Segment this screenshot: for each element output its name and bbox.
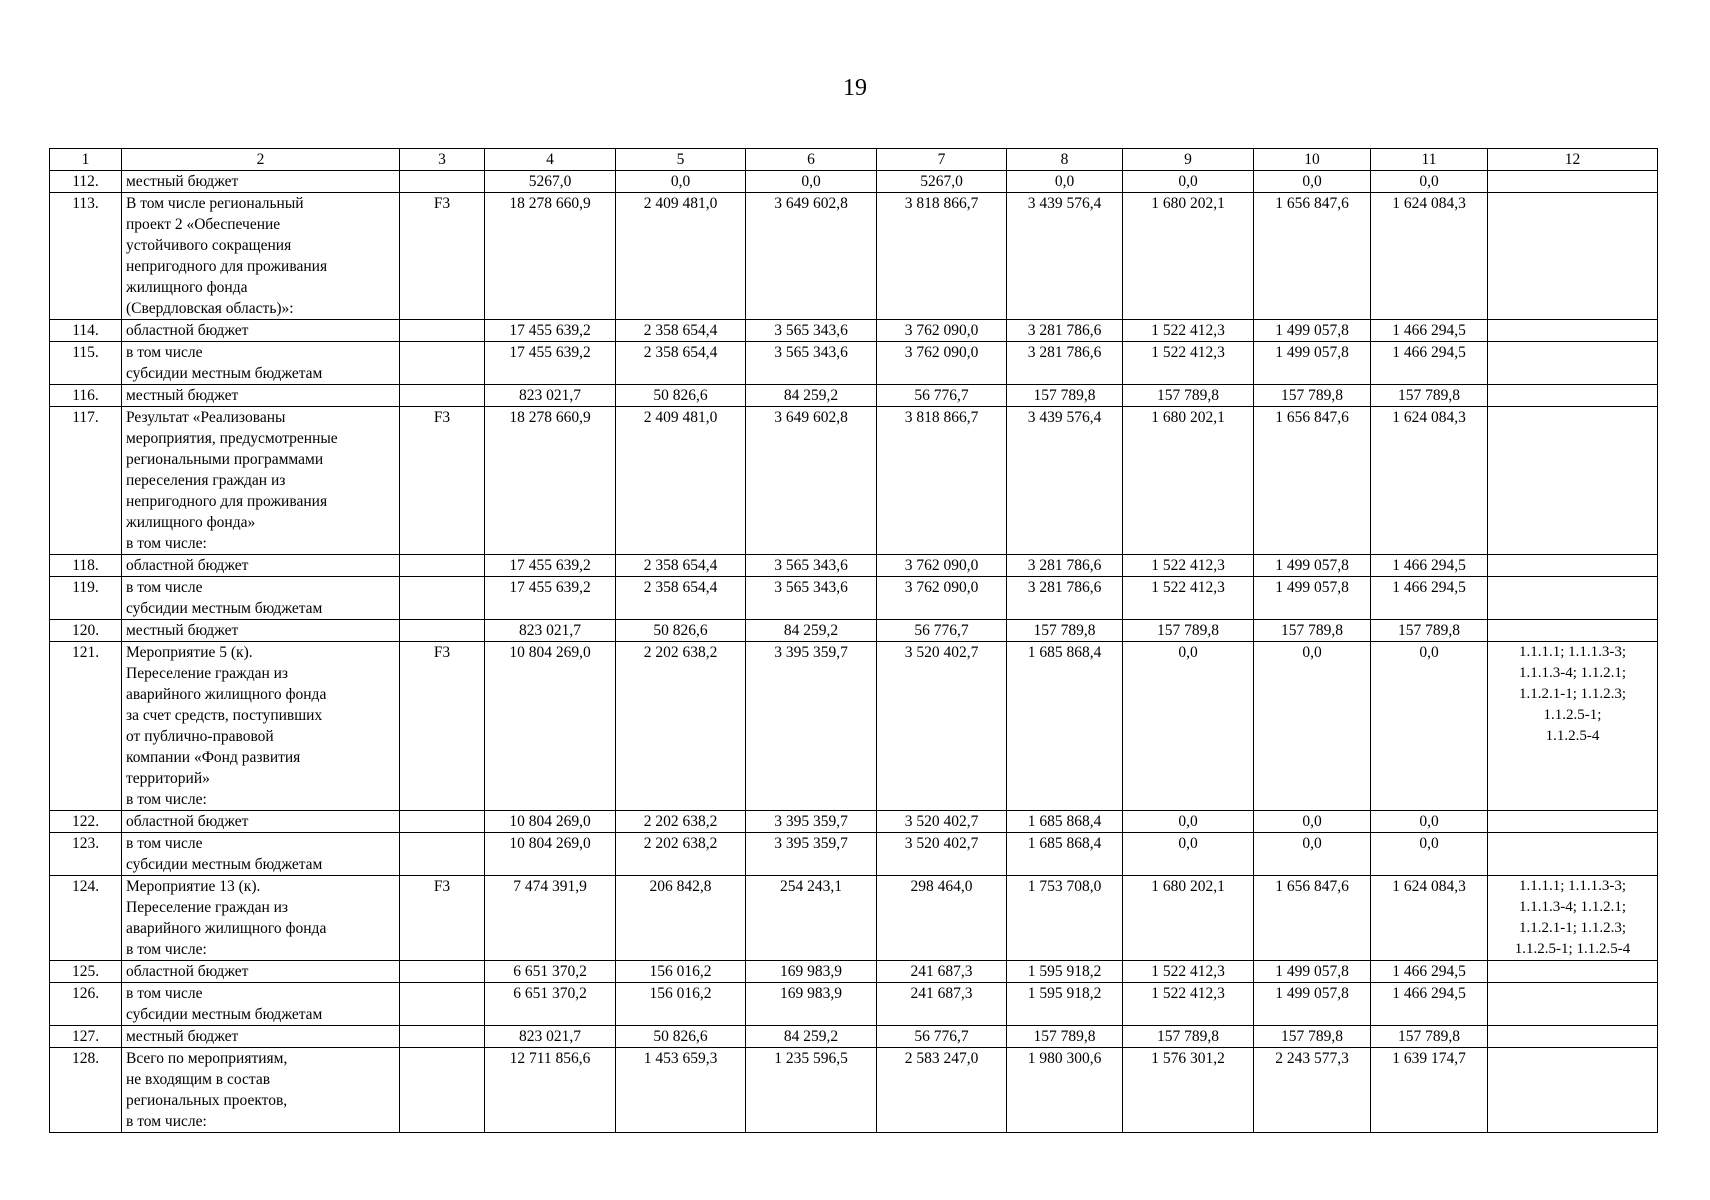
- row-value: 7 474 391,9: [485, 876, 616, 961]
- row-value: 1 466 294,5: [1371, 342, 1488, 385]
- row-value: 3 520 402,7: [877, 642, 1007, 811]
- row-value: 298 464,0: [877, 876, 1007, 961]
- column-header: 12: [1488, 149, 1658, 171]
- row-value: 823 021,7: [485, 1026, 616, 1048]
- row-value: 0,0: [1254, 171, 1371, 193]
- row-value: 1 595 918,2: [1007, 961, 1123, 983]
- row-value: 1 595 918,2: [1007, 983, 1123, 1026]
- table-header: [50, 149, 1658, 171]
- row-value: 3 281 786,6: [1007, 577, 1123, 620]
- row-value: 50 826,6: [616, 620, 746, 642]
- row-value: 157 789,8: [1123, 1026, 1254, 1048]
- row-reference: 1.1.1.1; 1.1.1.3-3; 1.1.1.3-4; 1.1.2.1; 1.1.2.1-1; 1.1.2.3; 1.1.2.5-1; 1.1.2.5-4: [1488, 876, 1658, 961]
- row-value: 1 680 202,1: [1123, 876, 1254, 961]
- row-value: 0,0: [746, 171, 877, 193]
- row-code: [400, 961, 485, 983]
- row-number: 124.: [50, 876, 122, 961]
- row-value: 1 522 412,3: [1123, 320, 1254, 342]
- row-value: 1 753 708,0: [1007, 876, 1123, 961]
- table-row: [50, 833, 1658, 876]
- row-value: 1 466 294,5: [1371, 577, 1488, 620]
- row-number: 117.: [50, 407, 122, 555]
- row-value: 1 522 412,3: [1123, 577, 1254, 620]
- row-number: 115.: [50, 342, 122, 385]
- row-value: 1 685 868,4: [1007, 833, 1123, 876]
- row-value: 1 656 847,6: [1254, 876, 1371, 961]
- table-row: [50, 642, 1658, 811]
- row-value: 0,0: [1123, 811, 1254, 833]
- row-code: F3: [400, 876, 485, 961]
- row-code: [400, 1048, 485, 1133]
- row-value: 241 687,3: [877, 983, 1007, 1026]
- row-value: 157 789,8: [1007, 1026, 1123, 1048]
- page-number: 19: [843, 75, 867, 101]
- row-code: [400, 555, 485, 577]
- row-value: 2 409 481,0: [616, 407, 746, 555]
- row-value: 18 278 660,9: [485, 407, 616, 555]
- row-value: 12 711 856,6: [485, 1048, 616, 1133]
- column-header: 5: [616, 149, 746, 171]
- row-value: 0,0: [1254, 642, 1371, 811]
- row-value: 1 656 847,6: [1254, 193, 1371, 320]
- row-reference: [1488, 833, 1658, 876]
- row-number: 118.: [50, 555, 122, 577]
- row-value: 1 624 084,3: [1371, 193, 1488, 320]
- row-value: 10 804 269,0: [485, 811, 616, 833]
- row-number: 125.: [50, 961, 122, 983]
- row-value: 3 395 359,7: [746, 833, 877, 876]
- table-row: [50, 342, 1658, 385]
- row-value: 1 235 596,5: [746, 1048, 877, 1133]
- row-value: 1 685 868,4: [1007, 811, 1123, 833]
- row-value: 1 639 174,7: [1371, 1048, 1488, 1133]
- row-value: 2 202 638,2: [616, 642, 746, 811]
- row-value: 1 499 057,8: [1254, 577, 1371, 620]
- row-value: 0,0: [1123, 171, 1254, 193]
- column-header: 8: [1007, 149, 1123, 171]
- row-value: 10 804 269,0: [485, 833, 616, 876]
- row-number: 112.: [50, 171, 122, 193]
- row-code: F3: [400, 407, 485, 555]
- row-value: 157 789,8: [1007, 620, 1123, 642]
- row-value: 169 983,9: [746, 983, 877, 1026]
- row-name: областной бюджет: [122, 320, 400, 342]
- row-value: 3 762 090,0: [877, 577, 1007, 620]
- column-header: 4: [485, 149, 616, 171]
- row-value: 1 980 300,6: [1007, 1048, 1123, 1133]
- table-row: [50, 811, 1658, 833]
- row-value: 2 358 654,4: [616, 320, 746, 342]
- row-number: 123.: [50, 833, 122, 876]
- row-reference: [1488, 193, 1658, 320]
- row-number: 120.: [50, 620, 122, 642]
- row-value: 254 243,1: [746, 876, 877, 961]
- table-row: [50, 385, 1658, 407]
- table-row: [50, 320, 1658, 342]
- row-value: 17 455 639,2: [485, 577, 616, 620]
- row-name: в том числе субсидии местным бюджетам: [122, 833, 400, 876]
- column-header: 1: [50, 149, 122, 171]
- row-value: 206 842,8: [616, 876, 746, 961]
- table-row: [50, 983, 1658, 1026]
- row-value: 3 649 602,8: [746, 193, 877, 320]
- row-name: областной бюджет: [122, 555, 400, 577]
- row-value: 157 789,8: [1123, 385, 1254, 407]
- row-value: 3 565 343,6: [746, 320, 877, 342]
- row-value: 1 522 412,3: [1123, 555, 1254, 577]
- row-value: 0,0: [616, 171, 746, 193]
- row-value: 3 762 090,0: [877, 342, 1007, 385]
- row-value: 823 021,7: [485, 385, 616, 407]
- row-value: 3 762 090,0: [877, 555, 1007, 577]
- row-value: 157 789,8: [1007, 385, 1123, 407]
- row-code: [400, 811, 485, 833]
- row-value: 56 776,7: [877, 385, 1007, 407]
- row-code: [400, 320, 485, 342]
- row-value: 2 202 638,2: [616, 833, 746, 876]
- row-number: 113.: [50, 193, 122, 320]
- row-name: местный бюджет: [122, 171, 400, 193]
- row-value: 6 651 370,2: [485, 961, 616, 983]
- row-value: 1 453 659,3: [616, 1048, 746, 1133]
- table-row: [50, 620, 1658, 642]
- row-value: 1 656 847,6: [1254, 407, 1371, 555]
- row-name: В том числе региональный проект 2 «Обеспечение устойчивого сокращения непригодного для проживания жилищного фонда (Свердловская область)»:: [122, 193, 400, 320]
- row-code: F3: [400, 193, 485, 320]
- table-row: [50, 1026, 1658, 1048]
- row-name: Всего по мероприятиям, не входящим в состав региональных проектов, в том числе:: [122, 1048, 400, 1133]
- row-code: [400, 342, 485, 385]
- row-value: 156 016,2: [616, 983, 746, 1026]
- row-name: Мероприятие 5 (к). Переселение граждан из аварийного жилищного фонда за счет средств, поступивших от публично-правовой компании «Фонд развития территорий» в том числе:: [122, 642, 400, 811]
- row-value: 2 358 654,4: [616, 342, 746, 385]
- row-value: 56 776,7: [877, 620, 1007, 642]
- row-value: 1 624 084,3: [1371, 407, 1488, 555]
- row-code: F3: [400, 642, 485, 811]
- row-name: Результат «Реализованы мероприятия, предусмотренные региональными программами переселения граждан из непригодного для проживания жилищного фонда» в том числе:: [122, 407, 400, 555]
- row-value: 1 576 301,2: [1123, 1048, 1254, 1133]
- row-value: 1 680 202,1: [1123, 193, 1254, 320]
- row-number: 119.: [50, 577, 122, 620]
- row-value: 3 395 359,7: [746, 811, 877, 833]
- row-value: 157 789,8: [1371, 620, 1488, 642]
- row-code: [400, 385, 485, 407]
- row-value: 84 259,2: [746, 385, 877, 407]
- row-value: 3 565 343,6: [746, 555, 877, 577]
- row-value: 1 466 294,5: [1371, 555, 1488, 577]
- row-value: 56 776,7: [877, 1026, 1007, 1048]
- row-number: 128.: [50, 1048, 122, 1133]
- row-value: 2 583 247,0: [877, 1048, 1007, 1133]
- row-value: 3 395 359,7: [746, 642, 877, 811]
- row-value: 1 499 057,8: [1254, 320, 1371, 342]
- row-value: 1 499 057,8: [1254, 961, 1371, 983]
- row-reference: [1488, 620, 1658, 642]
- table-row: [50, 407, 1658, 555]
- row-value: 3 520 402,7: [877, 833, 1007, 876]
- row-name: Мероприятие 13 (к). Переселение граждан из аварийного жилищного фонда в том числе:: [122, 876, 400, 961]
- table-row: [50, 876, 1658, 961]
- row-reference: 1.1.1.1; 1.1.1.3-3; 1.1.1.3-4; 1.1.2.1; 1.1.2.1-1; 1.1.2.3; 1.1.2.5-1; 1.1.2.5-4: [1488, 642, 1658, 811]
- row-value: 10 804 269,0: [485, 642, 616, 811]
- row-value: 3 565 343,6: [746, 342, 877, 385]
- row-value: 0,0: [1007, 171, 1123, 193]
- row-value: 0,0: [1371, 642, 1488, 811]
- row-value: 3 818 866,7: [877, 407, 1007, 555]
- row-value: 157 789,8: [1254, 385, 1371, 407]
- row-number: 122.: [50, 811, 122, 833]
- row-name: в том числе субсидии местным бюджетам: [122, 577, 400, 620]
- row-reference: [1488, 407, 1658, 555]
- row-code: [400, 833, 485, 876]
- row-reference: [1488, 320, 1658, 342]
- row-number: 121.: [50, 642, 122, 811]
- row-value: 17 455 639,2: [485, 342, 616, 385]
- row-name: местный бюджет: [122, 1026, 400, 1048]
- row-reference: [1488, 983, 1658, 1026]
- row-code: [400, 983, 485, 1026]
- row-number: 126.: [50, 983, 122, 1026]
- row-reference: [1488, 1026, 1658, 1048]
- row-value: 3 281 786,6: [1007, 320, 1123, 342]
- column-header: 2: [122, 149, 400, 171]
- row-number: 114.: [50, 320, 122, 342]
- row-reference: [1488, 171, 1658, 193]
- row-value: 1 522 412,3: [1123, 983, 1254, 1026]
- row-value: 17 455 639,2: [485, 320, 616, 342]
- column-header: 10: [1254, 149, 1371, 171]
- row-code: [400, 171, 485, 193]
- table-body: [50, 171, 1658, 1133]
- row-value: 18 278 660,9: [485, 193, 616, 320]
- row-value: 3 649 602,8: [746, 407, 877, 555]
- row-value: 3 565 343,6: [746, 577, 877, 620]
- row-value: 0,0: [1123, 642, 1254, 811]
- row-value: 1 499 057,8: [1254, 983, 1371, 1026]
- row-value: 1 624 084,3: [1371, 876, 1488, 961]
- row-value: 1 499 057,8: [1254, 342, 1371, 385]
- row-value: 157 789,8: [1123, 620, 1254, 642]
- row-value: 2 409 481,0: [616, 193, 746, 320]
- row-value: 2 358 654,4: [616, 577, 746, 620]
- row-value: 1 680 202,1: [1123, 407, 1254, 555]
- row-value: 17 455 639,2: [485, 555, 616, 577]
- row-value: 6 651 370,2: [485, 983, 616, 1026]
- row-value: 157 789,8: [1371, 385, 1488, 407]
- row-code: [400, 620, 485, 642]
- row-reference: [1488, 811, 1658, 833]
- row-reference: [1488, 385, 1658, 407]
- row-value: 241 687,3: [877, 961, 1007, 983]
- row-name: в том числе субсидии местным бюджетам: [122, 342, 400, 385]
- row-value: 169 983,9: [746, 961, 877, 983]
- row-value: 0,0: [1254, 811, 1371, 833]
- row-name: областной бюджет: [122, 811, 400, 833]
- row-value: 1 466 294,5: [1371, 320, 1488, 342]
- row-value: 1 466 294,5: [1371, 961, 1488, 983]
- row-value: 84 259,2: [746, 620, 877, 642]
- row-reference: [1488, 342, 1658, 385]
- row-reference: [1488, 1048, 1658, 1133]
- row-value: 1 522 412,3: [1123, 961, 1254, 983]
- row-value: 0,0: [1371, 833, 1488, 876]
- row-value: 156 016,2: [616, 961, 746, 983]
- row-code: [400, 577, 485, 620]
- row-value: 3 281 786,6: [1007, 555, 1123, 577]
- table-row: [50, 171, 1658, 193]
- row-value: 50 826,6: [616, 1026, 746, 1048]
- row-value: 3 439 576,4: [1007, 193, 1123, 320]
- row-value: 3 818 866,7: [877, 193, 1007, 320]
- row-value: 3 439 576,4: [1007, 407, 1123, 555]
- table-row: [50, 555, 1658, 577]
- row-value: 1 499 057,8: [1254, 555, 1371, 577]
- row-code: [400, 1026, 485, 1048]
- table-row: [50, 961, 1658, 983]
- row-value: 1 522 412,3: [1123, 342, 1254, 385]
- row-value: 3 520 402,7: [877, 811, 1007, 833]
- row-value: 2 243 577,3: [1254, 1048, 1371, 1133]
- row-value: 2 358 654,4: [616, 555, 746, 577]
- row-value: 50 826,6: [616, 385, 746, 407]
- column-header: 3: [400, 149, 485, 171]
- row-value: 2 202 638,2: [616, 811, 746, 833]
- row-value: 3 762 090,0: [877, 320, 1007, 342]
- row-value: 3 281 786,6: [1007, 342, 1123, 385]
- budget-table: [49, 148, 1658, 1133]
- table-row: [50, 1048, 1658, 1133]
- row-value: 157 789,8: [1371, 1026, 1488, 1048]
- row-value: 823 021,7: [485, 620, 616, 642]
- column-header: 7: [877, 149, 1007, 171]
- row-value: 1 685 868,4: [1007, 642, 1123, 811]
- row-value: 157 789,8: [1254, 620, 1371, 642]
- row-number: 116.: [50, 385, 122, 407]
- row-value: 1 466 294,5: [1371, 983, 1488, 1026]
- row-value: 5267,0: [877, 171, 1007, 193]
- row-value: 0,0: [1254, 833, 1371, 876]
- row-name: областной бюджет: [122, 961, 400, 983]
- row-name: местный бюджет: [122, 385, 400, 407]
- row-name: местный бюджет: [122, 620, 400, 642]
- row-value: 157 789,8: [1254, 1026, 1371, 1048]
- row-value: 0,0: [1371, 171, 1488, 193]
- row-reference: [1488, 577, 1658, 620]
- row-name: в том числе субсидии местным бюджетам: [122, 983, 400, 1026]
- row-value: 0,0: [1123, 833, 1254, 876]
- row-value: 0,0: [1371, 811, 1488, 833]
- column-header: 6: [746, 149, 877, 171]
- row-value: 5267,0: [485, 171, 616, 193]
- column-header: 9: [1123, 149, 1254, 171]
- table-row: [50, 193, 1658, 320]
- column-header: 11: [1371, 149, 1488, 171]
- row-reference: [1488, 555, 1658, 577]
- row-number: 127.: [50, 1026, 122, 1048]
- header-row: [50, 149, 1658, 171]
- row-reference: [1488, 961, 1658, 983]
- row-value: 84 259,2: [746, 1026, 877, 1048]
- table-row: [50, 577, 1658, 620]
